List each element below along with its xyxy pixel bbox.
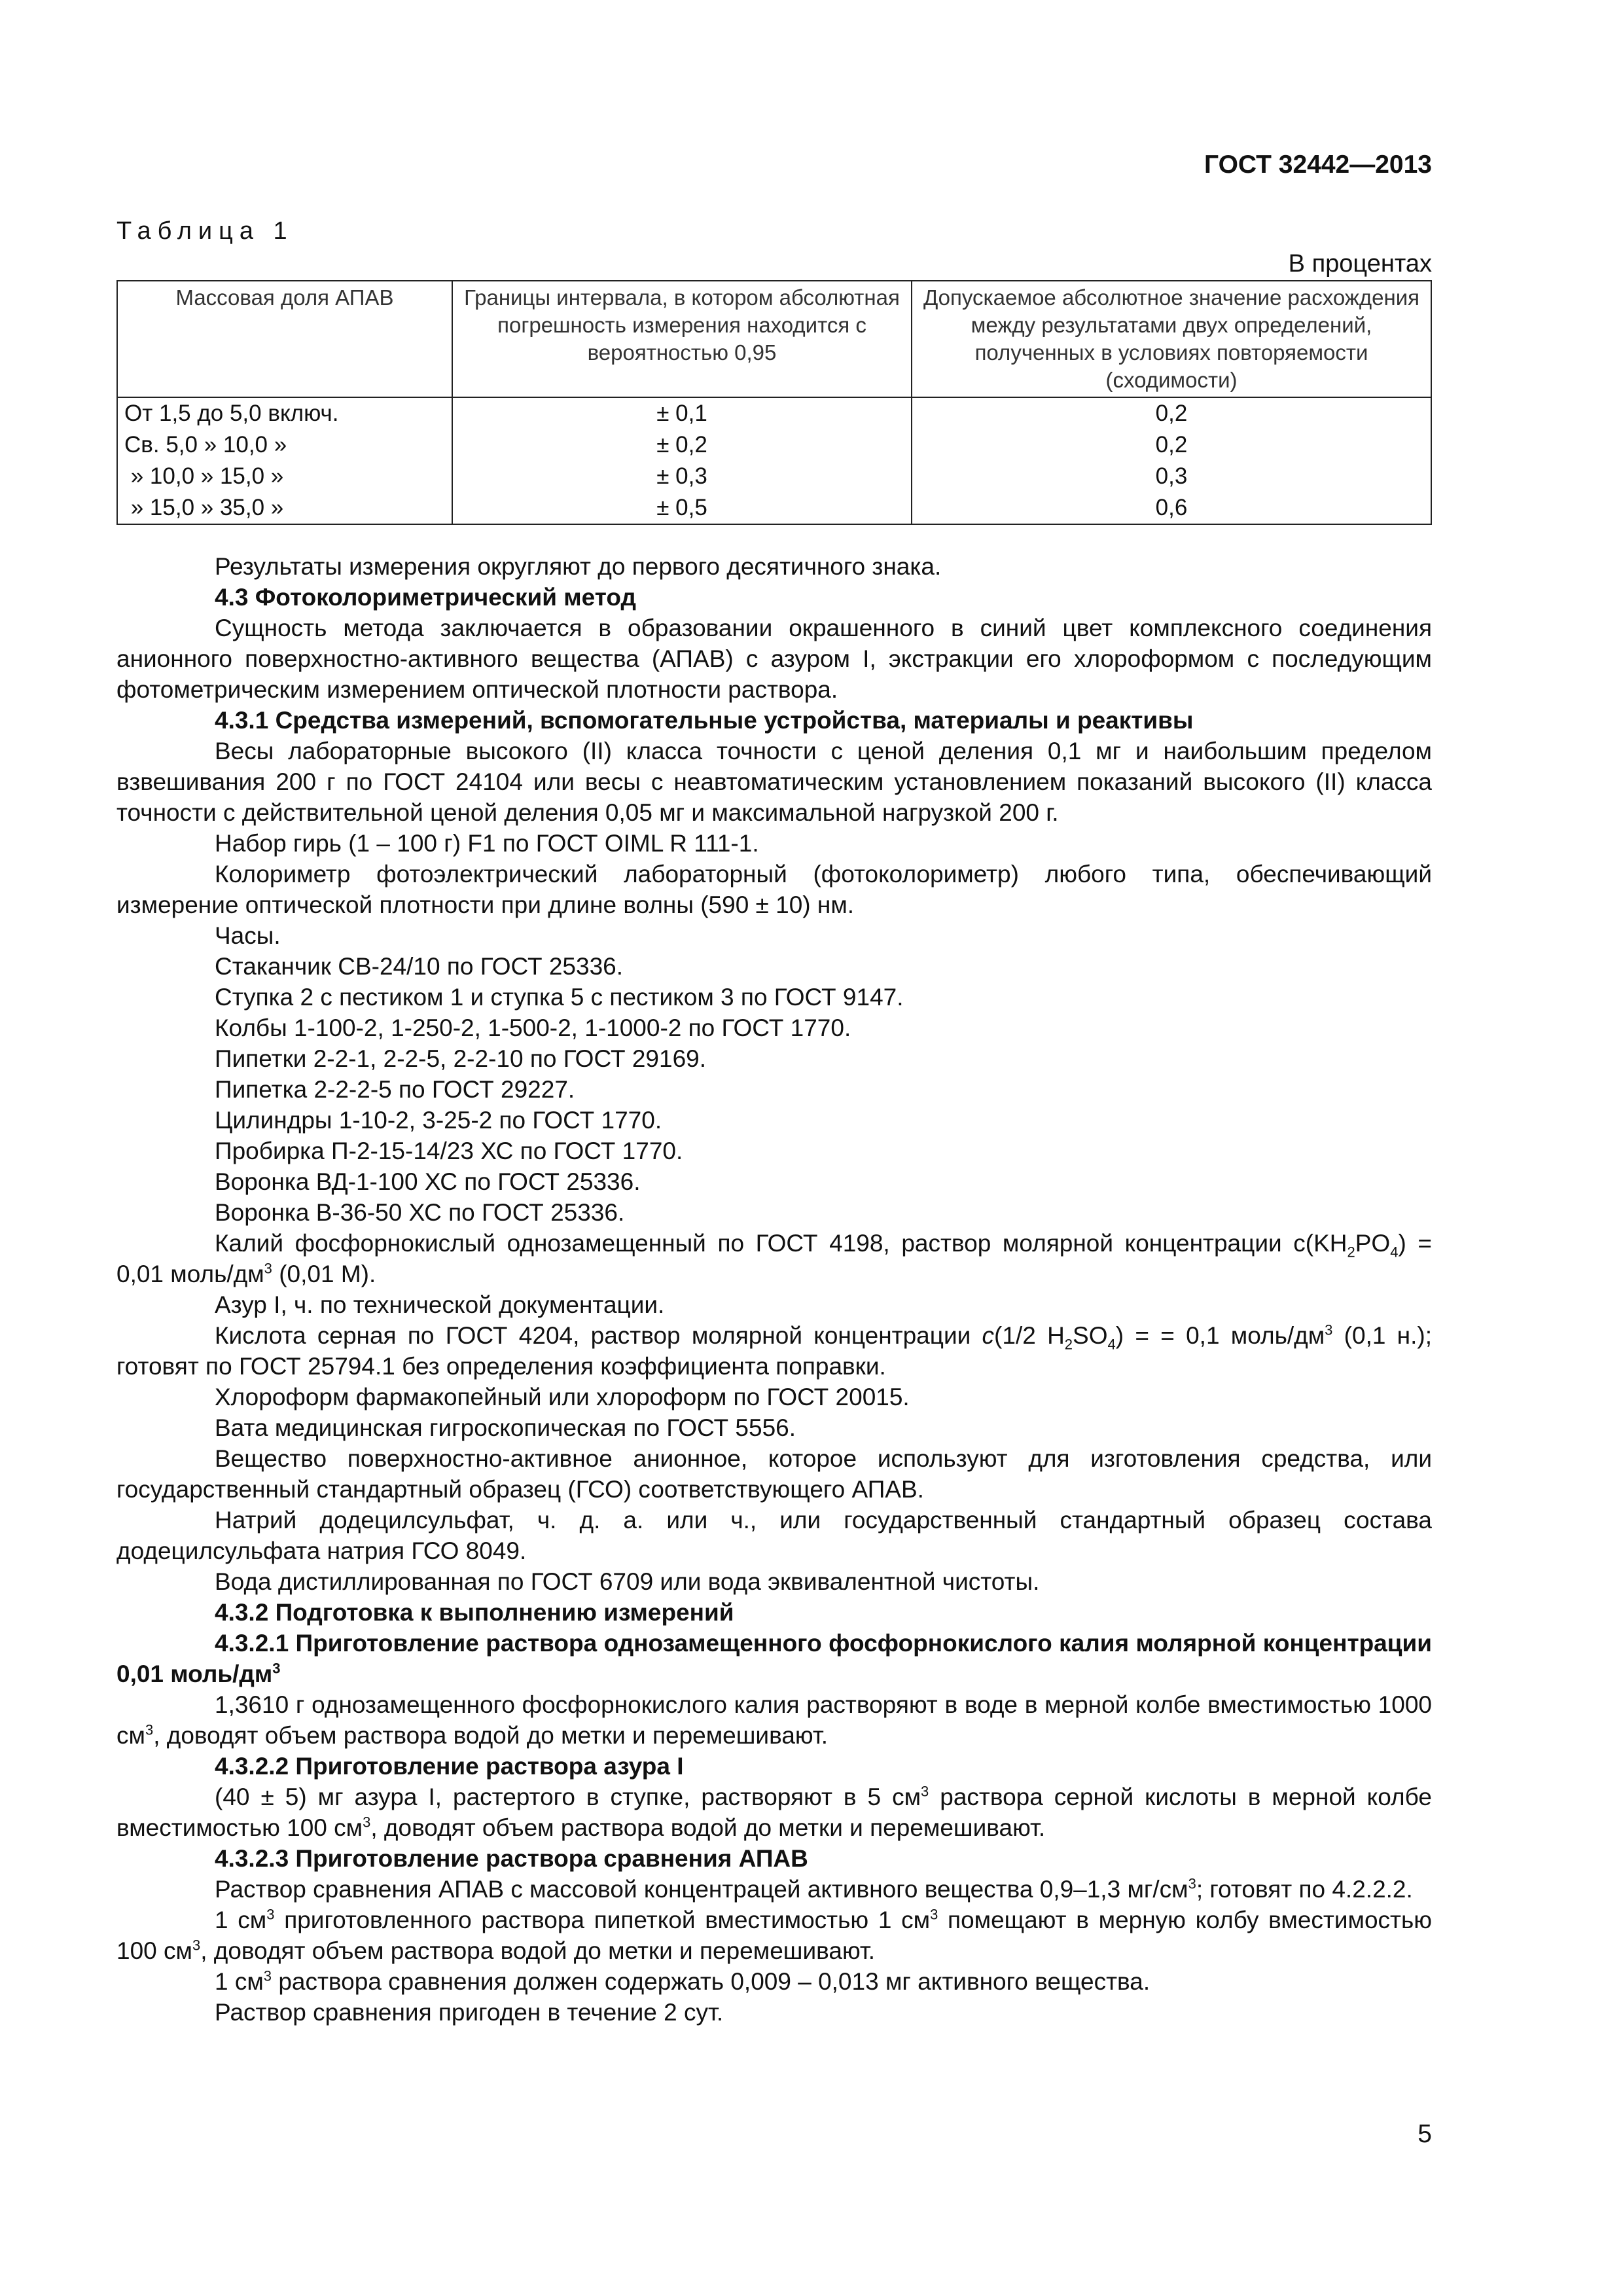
cell-mass-fraction: » 10,0 » 15,0 » — [117, 461, 452, 492]
paragraph-sulfuric-acid: Кислота серная по ГОСТ 4204, раствор молярной концентрации c(1/2 $H_2SO_4$) = = 0,1 моль/$дм^3$ (0,1 н.); готовят по ГОСТ 25794.1 без определения коэффициента поправки. — [116, 1321, 1432, 1380]
paragraph-mortar: Ступка 2 с пестиком 1 и ступка 5 с пестиком 3 по ГОСТ 9147. — [215, 984, 904, 1011]
paragraph-cotton: Вата медицинская гигроскопическая по ГОСТ 5556. — [215, 1414, 796, 1441]
column-header-error-interval: Границы интервала, в котором абсолютная погрешность измерения находится с вероятностью 0,95 — [452, 281, 912, 397]
table-unit-note: В процентах — [1288, 250, 1432, 278]
section-heading-4-3-2-2: 4.3.2.2 Приготовление раствора азура I — [215, 1753, 684, 1780]
column-header-mass-fraction: Массовая доля АПАВ — [117, 281, 452, 397]
paragraph-potassium-phosphate: Калий фосфорнокислый однозамещенный по ГОСТ 4198, раствор молярной концентрации $с(KH_2PO_4) = 0,01$ моль/$дм^3$ (0,01 М). — [116, 1230, 1432, 1287]
section-heading-4-3-2-3: 4.3.2.3 Приготовление раствора сравнения АПАВ — [215, 1845, 808, 1872]
paragraph-funnel-vd: Воронка ВД-1-100 ХС по ГОСТ 25336. — [215, 1168, 641, 1195]
paragraph-pipette: Пипетка 2-2-2-5 по ГОСТ 29227. — [215, 1076, 575, 1103]
column-header-repeatability: Допускаемое абсолютное значение расхождения между результатами двух определений, полученных в условиях повторяемости (сходимости) — [912, 281, 1431, 397]
paragraph-reference-solution: Раствор сравнения АПАВ с массовой концентрацей активного вещества 0,9–1,3 $мг/см^3$; готовят по 4.2.2.2. — [215, 1875, 1413, 1903]
paragraph-flasks: Колбы 1-100-2, 1-250-2, 1-500-2, 1-1000-2 по ГОСТ 1770. — [215, 1014, 851, 1041]
section-heading-4-3-1: 4.3.1 Средства измерений, вспомогательные устройства, материалы и реактивы — [215, 707, 1194, 734]
paragraph-chloroform: Хлороформ фармакопейный или хлороформ по ГОСТ 20015. — [215, 1384, 910, 1410]
paragraph-method-essence: Сущность метода заключается в образовании окрашенного в синий цвет комплексного соединения анионного поверхностно-активного вещества (АПАВ) с азуром I, экстракции его хлороформом с последующим фотометрическим измерением оптической плотности раствора. — [116, 615, 1432, 703]
table-caption: Таблица 1 — [116, 217, 294, 245]
paragraph-surfactant: Вещество поверхностно-активное анионное, которое используют для изготовления средства, или государственный стандартный образец (ГСО) соответствующего АПАВ. — [116, 1445, 1432, 1503]
paragraph-dilution: 1 $см^3$ приготовленного раствора пипеткой вместимостью 1 $см^3$ помещают в мерную колбу вместимостью 100 $см^3$, доводят объем раствора водой до метки и перемешивают. — [116, 1906, 1433, 1964]
body-text — [116, 551, 1432, 2028]
paragraph-funnel-v: Воронка В-36-50 ХС по ГОСТ 25336. — [215, 1199, 625, 1226]
paragraph-azure: Азур I, ч. по технической документации. — [215, 1291, 665, 1318]
paragraph-azure-prep: (40 ± 5) мг азура I, растертого в ступке, растворяют в 5 $см^3$ раствора серной кислоты в мерной колбе вместимостью 100 $см^3$, доводят объем раствора водой до метки и перемешивают. — [116, 1783, 1432, 1841]
cell-mass-fraction: » 15,0 » 35,0 » — [117, 492, 452, 524]
cell-error-interval: ± 0,2 — [452, 429, 912, 461]
section-heading-4-3: 4.3 Фотоколориметрический метод — [215, 584, 636, 611]
paragraph-content: 1 $см^3$ раствора сравнения должен содержать 0,009 – 0,013 мг активного вещества. — [215, 1967, 1150, 1995]
document-id-header: ГОСТ 32442—2013 — [1204, 151, 1432, 179]
cell-repeatability: 0,2 — [912, 397, 1431, 429]
paragraph-colorimeter: Колориметр фотоэлектрический лабораторный (фотоколориметр) любого типа, обеспечивающий измерение оптической плотности при длине волны (590 ± 10) нм. — [116, 861, 1432, 918]
paragraph-sodium-dodecyl: Натрий додецилсульфат, ч. д. а. или ч., или государственный стандартный образец состава додецилсульфата натрия ГСО 8049. — [116, 1507, 1432, 1564]
paragraph-test-tube: Пробирка П-2-15-14/23 ХС по ГОСТ 1770. — [215, 1138, 683, 1164]
paragraph-phosphate-prep: 1,3610 г однозамещенного фосфорнокислого калия растворяют в воде в мерной колбе вместимостью 1000 $см^3$, доводят объем раствора водой до метки и перемешивают. — [116, 1691, 1432, 1749]
cell-error-interval: ± 0,5 — [452, 492, 912, 524]
paragraph-pipettes: Пипетки 2-2-1, 2-2-5, 2-2-10 по ГОСТ 29169. — [215, 1045, 707, 1072]
paragraph-rounding: Результаты измерения округляют до первого десятичного знака. — [215, 553, 942, 580]
paragraph-water: Вода дистиллированная по ГОСТ 6709 или вода эквивалентной чистоты. — [215, 1568, 1040, 1595]
table-row — [117, 429, 1431, 461]
paragraph-scales: Весы лабораторные высокого (II) класса точности с ценой деления 0,1 мг и наибольшим пределом взвешивания 200 г по ГОСТ 24104 или весы с неавтоматическим установлением показаний высокого (II) класса точности с действительной ценой деления 0,05 мг и максимальной нагрузкой 200 г. — [116, 738, 1432, 826]
paragraph-weights: Набор гирь (1 – 100 г) F1 по ГОСТ OIML R 111-1. — [215, 830, 759, 857]
paragraph-beaker: Стаканчик СВ-24/10 по ГОСТ 25336. — [215, 953, 624, 980]
page-number: 5 — [1418, 2120, 1432, 2148]
table-row — [117, 492, 1431, 524]
cell-error-interval: ± 0,3 — [452, 461, 912, 492]
table-row — [117, 461, 1431, 492]
paragraph-clock: Часы. — [215, 922, 281, 949]
paragraph-shelf-life: Раствор сравнения пригоден в течение 2 сут. — [215, 1999, 724, 2026]
cell-error-interval: ± 0,1 — [452, 397, 912, 429]
section-heading-4-3-2-1: 4.3.2.1 Приготовление раствора однозамещенного фосфорнокислого калия молярной концентрации 0,01 моль/$дм^3$ — [116, 1630, 1432, 1687]
cell-repeatability: 0,2 — [912, 429, 1431, 461]
paragraph-cylinders: Цилиндры 1-10-2, 3-25-2 по ГОСТ 1770. — [215, 1107, 662, 1134]
cell-mass-fraction: От 1,5 до 5,0 включ. — [117, 397, 452, 429]
table-row — [117, 397, 1431, 429]
cell-repeatability: 0,3 — [912, 461, 1431, 492]
cell-repeatability: 0,6 — [912, 492, 1431, 524]
table-header-row — [117, 281, 1431, 397]
section-heading-4-3-2: 4.3.2 Подготовка к выполнению измерений — [215, 1599, 734, 1626]
accuracy-table — [116, 280, 1432, 525]
cell-mass-fraction: Св. 5,0 » 10,0 » — [117, 429, 452, 461]
